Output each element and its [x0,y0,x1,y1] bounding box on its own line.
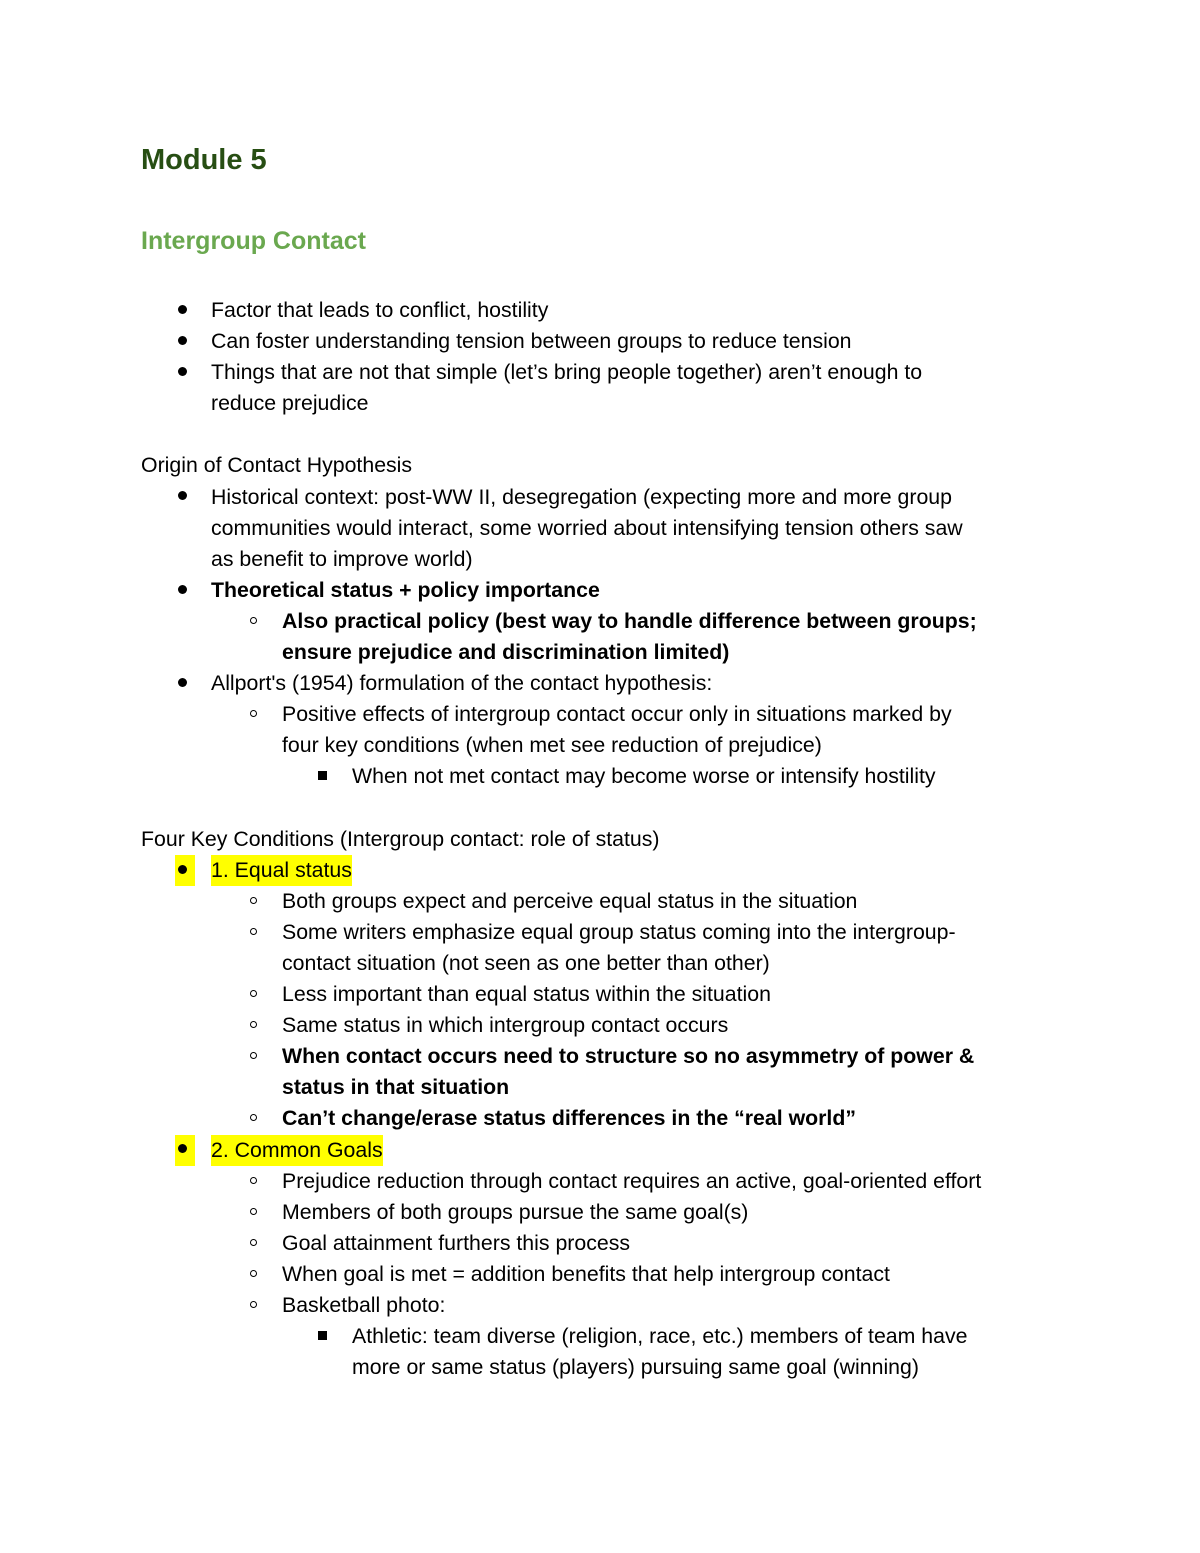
list-item [0,388,1200,419]
list-item [0,855,1200,886]
list-item-text: Members of both groups pursue the same goal(s) [282,1199,749,1224]
bullet-circle-icon [250,886,257,917]
list-item [0,886,1200,917]
list-item-text: four key conditions (when met see reduction of prejudice) [282,733,822,758]
list-item-text: Theoretical status + policy importance [211,577,600,602]
list-item-text: Historical context: post-WW II, desegregation (expecting more and more group [211,484,952,509]
blank-line [0,793,1200,824]
list-item-text: Less important than equal status within the situation [282,982,771,1007]
bullet-circle-icon [250,1228,257,1259]
list-item [0,575,1200,606]
page-title: Module 5 [141,144,267,176]
list-item-text: Athletic: team diverse (religion, race, etc.) members of team have [352,1324,968,1349]
list-item-text: Positive effects of intergroup contact occur only in situations marked by [282,702,952,727]
bullet-circle-icon [250,979,257,1010]
bullet-dot-icon [178,295,187,326]
list-item-text: Same status in which intergroup contact occurs [282,1013,729,1038]
list-item [0,295,1200,326]
list-item-text: contact situation (not seen as one better than other) [282,950,770,975]
bullet-dot-icon [175,855,195,886]
list-item [0,1166,1200,1197]
list-item-text: more or same status (players) pursuing same goal (winning) [352,1355,919,1380]
list-item-text: communities would interact, some worried about intensifying tension others saw [211,515,963,540]
list-item [0,1228,1200,1259]
blank-line [0,419,1200,450]
list-item-text: Basketball photo: [282,1293,446,1317]
bullet-dot-icon [175,1135,195,1166]
list-item [0,1259,1200,1290]
list-item [0,979,1200,1010]
list-item-text: 2. Common Goals [211,1135,383,1166]
list-item-text: status in that situation [282,1075,510,1100]
list-item [0,606,1200,637]
list-item [0,824,1200,855]
list-item [0,357,1200,388]
bullet-circle-icon [250,1010,257,1041]
bullet-circle-icon [250,917,257,948]
list-item [0,1072,1200,1103]
bullet-dot-icon [178,575,187,606]
bullet-circle-icon [250,606,257,637]
bullet-circle-icon [250,1290,257,1321]
list-item-text: Some writers emphasize equal group status coming into the intergroup- [282,919,956,944]
list-item-text: ensure prejudice and discrimination limited) [282,640,730,665]
list-item [0,482,1200,513]
list-item-text: Origin of Contact Hypothesis [141,453,413,478]
list-item-text: as benefit to improve world) [211,546,473,571]
list-item [0,1135,1200,1166]
list-item [0,917,1200,948]
bullet-square-icon [318,761,327,792]
list-item-text: Can foster understanding tension between groups to reduce tension [211,329,852,354]
list-item-text: When not met contact may become worse or intensify hostility [352,764,936,789]
bullet-circle-icon [250,1197,257,1228]
list-item [0,544,1200,575]
list-item [0,513,1200,544]
bullet-circle-icon [250,1259,257,1290]
list-item-text: 1. Equal status [211,855,352,886]
list-item-text: When goal is met = addition benefits that help intergroup contact [282,1261,890,1286]
list-item-text: Factor that leads to conflict, hostility [211,298,549,322]
bullet-circle-icon [250,1041,257,1072]
list-item [0,699,1200,730]
list-item [0,1041,1200,1072]
list-item [0,1103,1200,1134]
list-item-text: Prejudice reduction through contact requires an active, goal-oriented effort [282,1168,982,1193]
bullet-square-icon [318,1321,327,1352]
section-heading: Intergroup Contact [141,227,366,255]
bullet-dot-icon [178,357,187,388]
list-item-text: Also practical policy (best way to handle difference between groups; [282,608,977,633]
list-item-text: Goal attainment furthers this process [282,1230,631,1255]
list-item [0,1197,1200,1228]
list-item [0,761,1200,792]
list-item-text: Both groups expect and perceive equal status in the situation [282,888,858,913]
list-item [0,1290,1200,1321]
notes-body [0,295,1200,1383]
list-item [0,326,1200,357]
list-item-text: When contact occurs need to structure so no asymmetry of power & [282,1044,975,1069]
list-item [0,948,1200,979]
list-item-text: reduce prejudice [211,391,369,416]
list-item [0,668,1200,699]
list-item [0,1321,1200,1352]
bullet-circle-icon [250,699,257,730]
list-item [0,1352,1200,1383]
bullet-circle-icon [250,1166,257,1197]
bullet-dot-icon [178,326,187,357]
list-item-text: Things that are not that simple (let’s bring people together) aren’t enough to [211,360,923,385]
list-item [0,1010,1200,1041]
list-item-text: Can’t change/erase status differences in the “real world” [282,1106,857,1131]
list-item [0,450,1200,481]
bullet-dot-icon [178,482,187,513]
list-item [0,637,1200,668]
bullet-circle-icon [250,1103,257,1134]
list-item-text: Allport's (1954) formulation of the contact hypothesis: [211,671,713,696]
list-item-text: Four Key Conditions (Intergroup contact: role of status) [141,826,660,851]
bullet-dot-icon [178,668,187,699]
list-item [0,730,1200,761]
